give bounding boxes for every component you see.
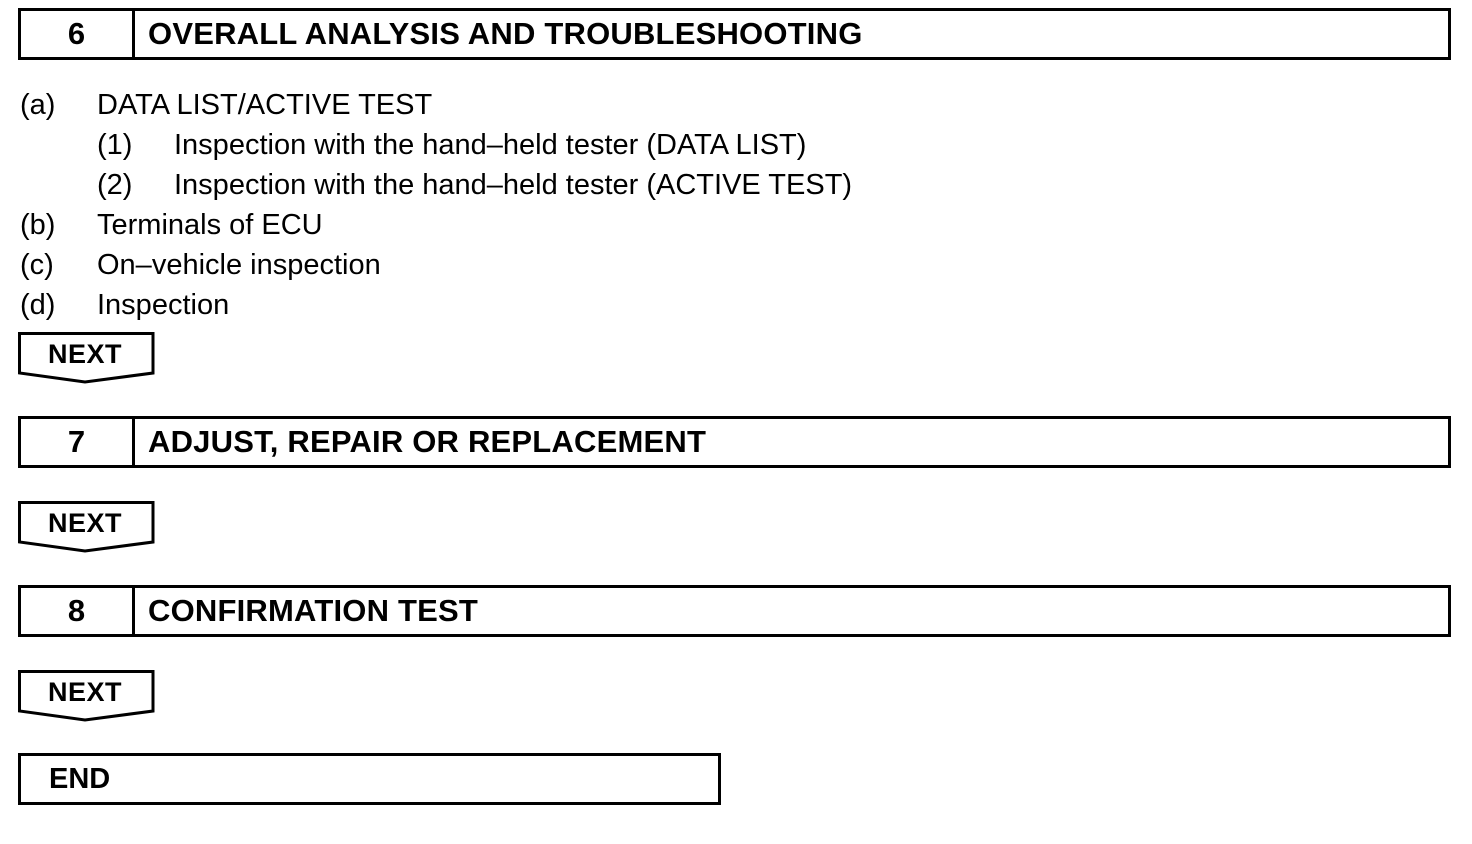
end-box: END [18,753,721,805]
next-label: NEXT [47,508,122,538]
next-button[interactable] [18,501,156,553]
next-label: NEXT [47,339,122,369]
next-button[interactable] [18,332,156,384]
list-text: Inspection with the hand–held tester (ACTIVE TEST) [174,169,853,201]
step-8-header [18,585,1451,637]
list-marker: (1) [97,129,133,161]
list-text: DATA LIST/ACTIVE TEST [97,89,433,121]
step-number: 8 [21,588,135,634]
step-number: 7 [21,419,135,465]
list-text: Inspection with the hand–held tester (DATA LIST) [174,129,807,161]
next-label: NEXT [47,677,122,707]
step-title: ADJUST, REPAIR OR REPLACEMENT [148,424,707,459]
list-marker: (b) [20,209,56,241]
list-marker: (d) [20,289,56,321]
list-text: On–vehicle inspection [97,249,381,281]
step-title: CONFIRMATION TEST [148,593,479,628]
step-number: 6 [21,11,135,57]
list-marker: (c) [20,249,54,281]
step-7-header [18,416,1451,468]
list-marker: (2) [97,169,133,201]
list-text: Terminals of ECU [97,209,323,241]
step-title: OVERALL ANALYSIS AND TROUBLESHOOTING [148,16,863,51]
step-6-header [18,8,1451,60]
list-text: Inspection [97,289,230,321]
list-marker: (a) [20,89,56,121]
next-button[interactable] [18,670,156,722]
